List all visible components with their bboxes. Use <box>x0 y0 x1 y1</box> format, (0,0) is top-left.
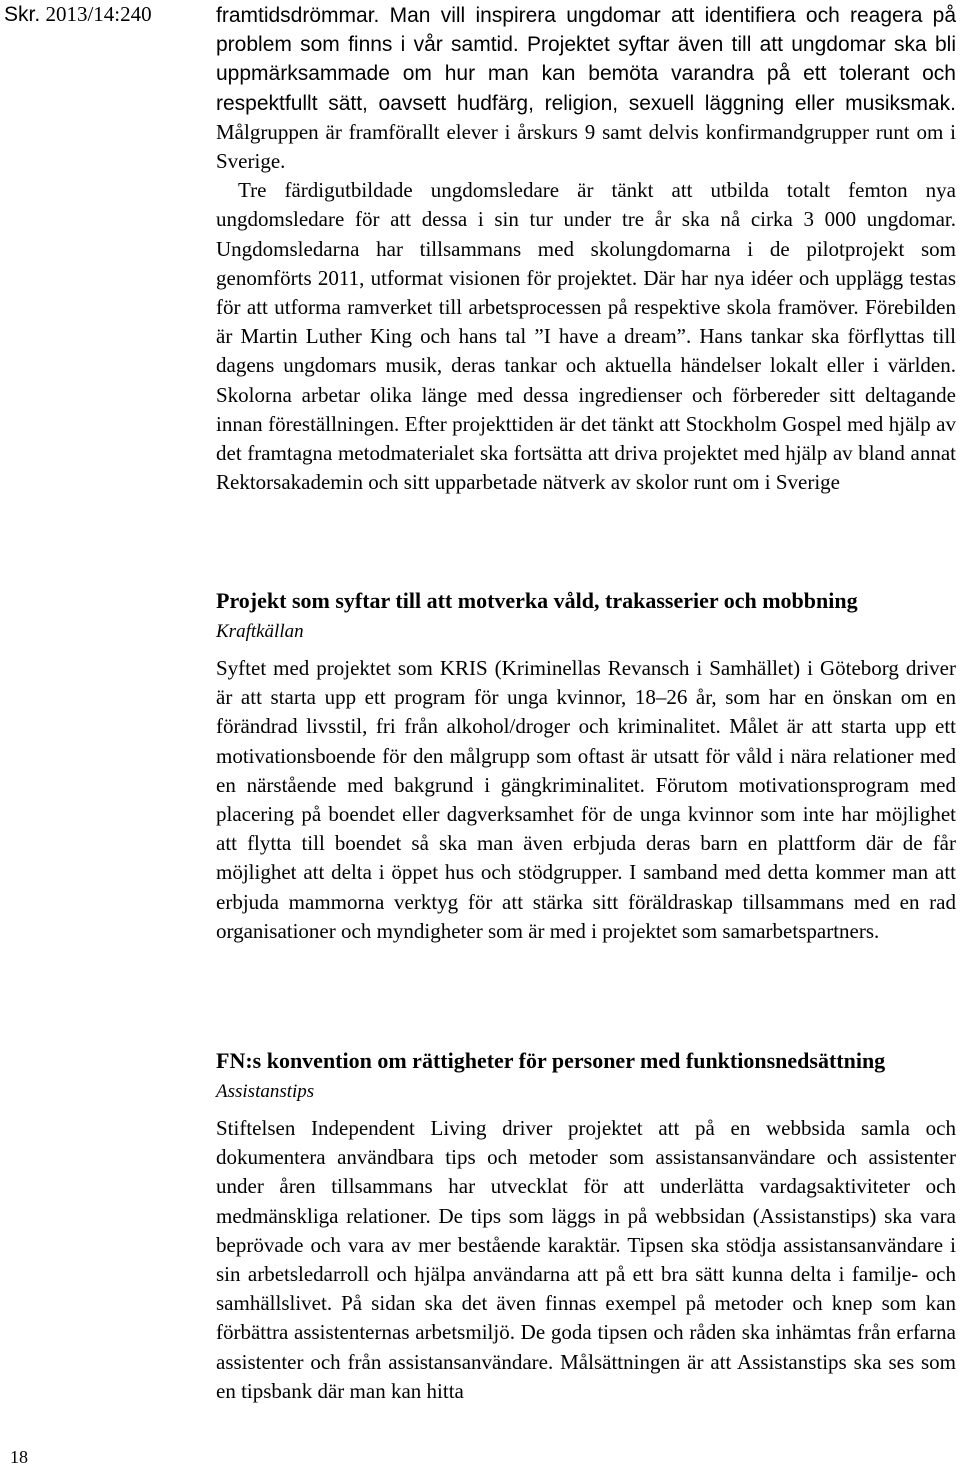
intro-paragraph-2 <box>216 176 956 497</box>
kris-body: Syftet med projektet som KRIS (Kriminellas Revansch i Samhället) i Göteborg driver är att starta upp ett program för unga kvinnor, 18–26 år, som har en önskan om en förändrad livsstil, fri från alkohol/droger och kriminalitet. Målet är att starta upp ett motivationsboende för den målgrupp som oftast är utsatt för våld i nära relationer med en närstående med bakgrund i gängkriminalitet. Förutom motivationsprogram med placering på boendet eller dagverksamhet för de unga kvinnor som inte har möjlighet att flytta till boendet så ska man även erbjuda deras barn en plattform där de får möjlighet att delta i öppet hus och stödgrupper. I samband med detta kommer man att erbjuda mammorna verktyg för att stärka sitt föräldraskap tillsammans med en rad organisationer och myndigheter som är med i projektet som samarbetspartners. <box>216 656 956 943</box>
fn-section <box>216 1047 956 1406</box>
document-reference <box>4 1 152 28</box>
fn-heading: FN:s konvention om rättigheter för personer med funktionsnedsättning <box>216 1048 886 1073</box>
page-number: 18 <box>10 1447 28 1467</box>
kris-subheading: Kraftkällan <box>216 621 304 642</box>
ref-prefix: Skr. <box>4 3 41 26</box>
main-content <box>216 1 956 1403</box>
intro-p2-part2: Ungdomsledarna har tillsammans med skolungdomarna i de pilotprojekt som genomförts 2011, utformat visionen för projektet. Där har nya idéer och upplägg testas för att utforma ramverket till arbetsprocessen på respektive skola framöver. Förebilden är Martin Luther King och hans tal ”I have a dream”. Hans tankar ska förflyttas till dagens ungdomars musik, deras tankar och aktuella händelser lokalt eller i världen. Skolorna arbetar olika länge med dessa ingredienser och förbereder sitt deltagande innan föreställningen. Efter projekttiden är det tänkt att Stockholm Gospel med hjälp av det framtagna metodmaterialet ska fortsätta att driva projektet med hjälp av bland annat Rektorsakademin och sitt upparbetade nätverk av skolor runt om i Sverige <box>216 236 956 495</box>
intro-p1-part1: framtidsdrömmar. Man vill inspirera ungdomar att identifiera och reagera på problem som finns i vår samtid. Projektet syftar även till att ungdomar ska bli uppmärksammade om hur man kan bemöta varandra på ett tolerant och respektfullt sätt, oavsett hudfärg, religion, sexuell läggning eller musiksmak. <box>216 4 956 115</box>
kris-heading: Projekt som syftar till att motverka våld, trakasserier och mobbning <box>216 588 858 613</box>
fn-subheading: Assistanstips <box>216 1081 315 1102</box>
ref-number: 2013/14:240 <box>45 2 152 26</box>
intro-paragraph-1 <box>216 1 956 176</box>
intro-section <box>216 1 956 497</box>
kris-section <box>216 587 956 946</box>
intro-p1-part2: Målgruppen är framförallt elever i årskurs 9 samt delvis konfirmandgrupper runt om i Sverige. <box>216 119 956 174</box>
intro-p2-part1: Tre färdigutbildade ungdomsledare är tänkt att utbilda totalt femton nya ungdomsledare för att dessa i sin tur under tre år ska nå cirka 3 000 ungdomar. <box>216 178 956 232</box>
fn-body: Stiftelsen Independent Living driver projektet att på en webbsida samla och dokumentera användbara tips och metoder som assistansanvändare och assistenter under åren tillsammans har utvecklat för att underlätta vardagsaktiviteter och medmänskliga relationer. De tips som läggs in på webbsidan (Assistanstips) ska vara beprövade och vara av mer bestående karaktär. Tipsen ska stödja assistansanvändare i sin arbetsledarroll och hjälpa användarna att på ett bra sätt kunna delta i familje- och samhällslivet. På sidan ska det även finnas exempel på metoder och knep som kan förbättra assistenternas arbetsmiljö. De goda tipsen och råden ska inhämtas från erfarna assistenter och från assistansanvändare. Målsättningen är att Assistanstips ska ses som en tipsbank där man kan hitta <box>216 1116 956 1403</box>
